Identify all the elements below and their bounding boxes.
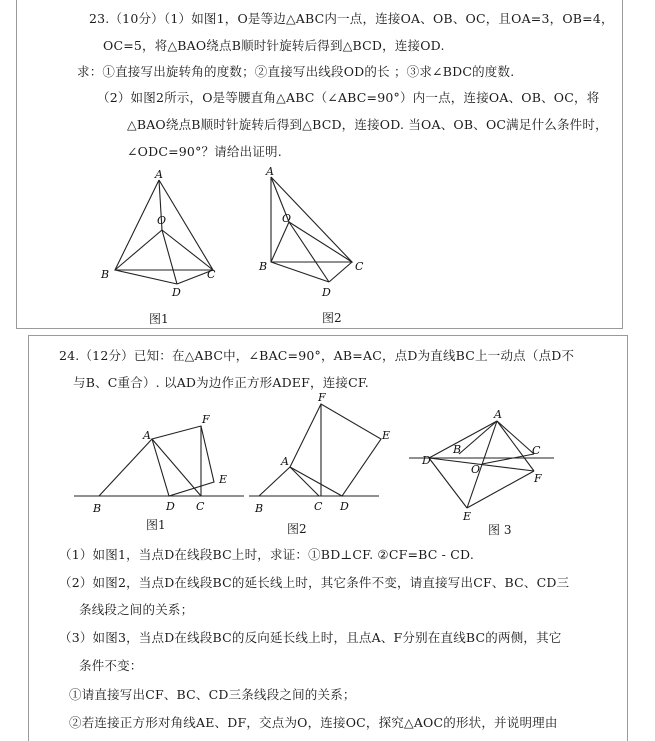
- question-23-panel: [16, 0, 623, 329]
- q24-fig1-label-b: B: [93, 502, 102, 515]
- q24-fig2-label-a: A: [281, 455, 289, 468]
- q23-fig1-label-a: A: [155, 168, 163, 181]
- q24-fig2-caption: 图2: [287, 522, 307, 536]
- q24-part-3d: ②若连接正方形对角线AE、DF，交点为O，连接OC，探究△AOC的形状，并说明理由: [69, 715, 558, 730]
- q24-fig1-label-e: E: [219, 473, 228, 486]
- q24-fig2-label-c: C: [314, 500, 323, 513]
- q24-part-3c: ①请直接写出CF、BC、CD三条线段之间的关系；: [69, 687, 356, 702]
- q24-fig2-lines: [249, 404, 381, 496]
- q24-fig2-label-b: B: [255, 502, 264, 515]
- q23-fig2-label-d: D: [322, 286, 331, 299]
- q23-line-5: △BAO绕点B顺时针旋转后得到△BCD，连接OD. 当OA、OB、OC满足什么条件时，: [127, 117, 608, 132]
- q24-fig3-label-b: B: [453, 443, 462, 456]
- question-24-panel: [28, 335, 628, 741]
- q24-fig1-label-c: C: [196, 500, 205, 513]
- q23-figure-1: [17, 0, 622, 328]
- q24-fig3-caption: 图 3: [488, 523, 512, 537]
- q24-fig2-label-d: D: [340, 500, 349, 513]
- q23-fig1-label-b: B: [101, 268, 110, 281]
- q24-fig3-label-d: D: [422, 454, 431, 467]
- q24-figures: [29, 336, 627, 741]
- q23-fig2-label-a: A: [266, 165, 274, 178]
- q24-fig1-label-f: F: [202, 413, 210, 426]
- q23-line-2: OC=5，将△BAO绕点B顺时针旋转后得到△BCD，连接OD.: [103, 38, 445, 53]
- q23-line-6: ∠ODC=90°？请给出证明.: [127, 144, 282, 159]
- q24-fig3-label-c: C: [532, 444, 541, 457]
- q24-part-1: （1）如图1，当点D在线段BC上时，求证：①BD⊥CF. ②CF=BC - CD.: [59, 547, 474, 562]
- q24-fig3-label-o: O: [471, 463, 481, 476]
- q24-fig2-label-f: F: [318, 391, 326, 404]
- q23-fig1-label-d: D: [172, 286, 181, 299]
- q23-fig1-lines: [115, 180, 213, 284]
- q23-line-3: 求：①直接写出旋转角的度数；②直接写出线段OD的长 ；③求∠BDC的度数.: [77, 64, 515, 79]
- q24-fig1-label-d: D: [166, 500, 175, 513]
- q24-part-3b: 条件不变：: [79, 658, 143, 673]
- q24-fig1-caption: 图1: [146, 518, 166, 532]
- q23-fig2-label-o: O: [282, 212, 292, 225]
- q23-line-4: （2）如图2所示，O是等腰直角△ABC（∠ABC=90°）内一点，连接OA、OB、OC，将: [97, 90, 600, 105]
- q24-line-1: 24.（12分）已知：在△ABC中，∠BAC=90°，AB=AC，点D为直线BC上一动点（点D不: [59, 348, 575, 363]
- q24-part-2b: 条线段之间的关系；: [79, 602, 194, 617]
- q23-fig1-label-c: C: [207, 268, 216, 281]
- q23-fig2-caption: 图2: [322, 311, 342, 325]
- q24-fig3-label-f: F: [534, 472, 542, 485]
- q23-fig2-label-c: C: [355, 260, 364, 273]
- q23-line-1: 23.（10分）（1）如图1，O是等边△ABC内一点，连接OA、OB、OC，且OA=3，OB=4，: [89, 11, 614, 26]
- q24-fig1-label-a: A: [143, 429, 151, 442]
- q23-fig2-lines: [271, 177, 352, 282]
- q23-fig1-caption: 图1: [149, 312, 169, 326]
- q24-line-2: 与B、C重合）. 以AD为边作正方形ADEF，连接CF.: [73, 375, 369, 390]
- q24-fig3-label-a: A: [494, 408, 502, 421]
- q24-fig3-label-e: E: [463, 510, 472, 523]
- q24-part-3a: （3）如图3，当点D在线段BC的反向延长线上时，且点A、F分别在直线BC的两侧，其它: [59, 630, 562, 645]
- q23-fig2-label-b: B: [259, 260, 268, 273]
- q24-part-2a: （2）如图2，当点D在线段BC的延长线上时，其它条件不变，请直接写出CF、BC、CD三: [59, 575, 570, 590]
- q24-fig2-label-e: E: [382, 429, 391, 442]
- q23-fig1-label-o: O: [157, 214, 167, 227]
